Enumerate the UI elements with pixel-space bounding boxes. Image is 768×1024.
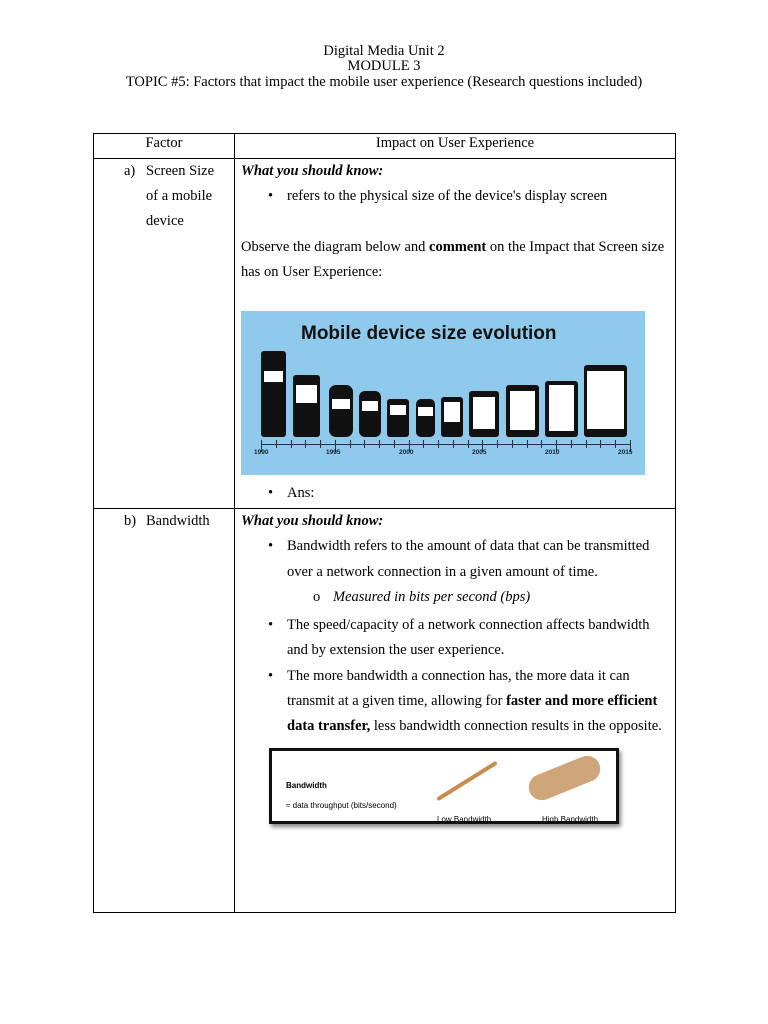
straw-icon (436, 760, 497, 800)
module-label: MODULE 3 (347, 58, 421, 74)
timeline-tick (541, 440, 542, 448)
year-label: 2015 (618, 448, 633, 456)
phone-icon (441, 397, 463, 437)
year-label: 2000 (399, 448, 414, 456)
timeline-tick (571, 440, 572, 448)
table-row (94, 159, 676, 509)
bandwidth-image (269, 748, 619, 824)
year-label: 1990 (254, 448, 269, 456)
phone-icon (506, 385, 539, 437)
timeline-tick (497, 440, 498, 448)
timeline-tick (350, 440, 351, 448)
timeline-tick (423, 440, 424, 448)
observe-instruction: Observe the diagram below and comment on the Impact that Screen size has on User Experience: (241, 238, 665, 280)
factor-name: Screen Size of a mobile device (146, 163, 215, 229)
know-heading: What you should know: (241, 513, 384, 529)
year-label: 1995 (326, 448, 341, 456)
row-letter: b) (124, 513, 137, 529)
row-letter: a) (124, 163, 136, 179)
timeline-tick (468, 440, 469, 448)
phone-icon (545, 381, 578, 437)
bandwidth-image-title: Bandwidth (286, 780, 327, 790)
low-bandwidth-label: Low Bandwidth (437, 814, 492, 824)
timeline-tick (615, 440, 616, 448)
phone-icon (261, 351, 286, 437)
phone-icon (387, 399, 409, 437)
col-header-impact: Impact on User Experience (235, 134, 676, 159)
timeline-tick (320, 440, 321, 448)
mobile-size-diagram (241, 311, 645, 475)
tube-icon (525, 752, 604, 804)
answer-bullet: • Ans: (287, 481, 669, 506)
diagram-title: Mobile device size evolution (301, 323, 557, 345)
phone-icon (329, 385, 353, 437)
sub-bullet: o Measured in bits per second (bps) (313, 588, 531, 605)
phone-icon (293, 375, 320, 437)
timeline-tick (379, 440, 380, 448)
bullet: • refers to the physical size of the device's display screen (287, 184, 669, 209)
timeline-tick (276, 440, 277, 448)
year-label: 2005 (472, 448, 487, 456)
timeline-tick (291, 440, 292, 448)
phone-icon (469, 391, 499, 437)
bullet: • The speed/capacity of a network connection affects bandwidth and by extension the user experience. (287, 613, 669, 664)
timeline-tick (512, 440, 513, 448)
timeline-tick (527, 440, 528, 448)
bandwidth-image-subtitle: ≈ data throughput (bits/second) (286, 800, 397, 810)
timeline-tick (364, 440, 365, 448)
tablet-icon (584, 365, 627, 437)
phone-icon (359, 391, 381, 437)
timeline-tick (438, 440, 439, 448)
col-header-factor: Factor (94, 134, 235, 159)
factors-table (93, 133, 676, 913)
timeline-tick (586, 440, 587, 448)
year-label: 2010 (545, 448, 560, 456)
bullet: • Bandwidth refers to the amount of data that can be transmitted over a network connection in a given amount of time. (287, 534, 669, 585)
timeline-tick (453, 440, 454, 448)
know-heading: What you should know: (241, 163, 384, 179)
high-bandwidth-label: High Bandwidth (542, 814, 599, 824)
factor-name: Bandwidth (146, 513, 210, 529)
phone-icon (416, 399, 435, 437)
topic-title: TOPIC #5: Factors that impact the mobile user experience (Research questions included) (125, 74, 643, 90)
timeline-tick (394, 440, 395, 448)
timeline-tick (600, 440, 601, 448)
bullet: • The more bandwidth a connection has, the more data it can transmit at a given time, allowing for faster and more efficient data transfer, less bandwidth connection results in the opposite. (287, 664, 669, 740)
timeline-tick (305, 440, 306, 448)
doc-title: Digital Media Unit 2 (323, 43, 445, 59)
table-row (94, 509, 676, 913)
timeline-axis (261, 444, 630, 445)
